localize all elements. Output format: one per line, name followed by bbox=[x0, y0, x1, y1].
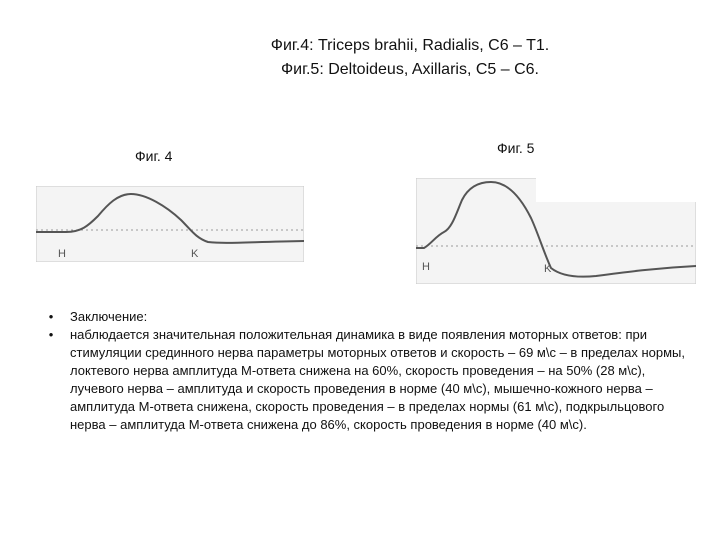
bullet-marker: • bbox=[48, 309, 54, 324]
conclusion-body-item bbox=[46, 326, 686, 434]
figure-4-marker-h: H bbox=[58, 248, 66, 260]
figure-5-trace bbox=[416, 178, 696, 284]
figure-4-trace bbox=[36, 186, 304, 262]
conclusion-heading-item bbox=[46, 308, 686, 326]
conclusion-body: наблюдается значительная положительная динамика в виде появления моторных ответов: при стимуляции срединного нерва параметры моторных ответов и скорость – 69 м\с – в пределах нормы, локтевого нерва амплитуда М-ответа снижена на 60%, скорость проведения – на 50% (28 м\с), лучевого нерва – амплитуда и скорость проведения в норме (40 м\с), мышечно-кожного нерва – амплитуда М-ответа снижена, скорость проведения – в пределах нормы (61 м\с), подкрыльцового нерва – амплитуда М-ответа снижена до 86%, скорость проведения в норме (40 м\с). bbox=[70, 327, 685, 432]
slide-title bbox=[170, 34, 650, 82]
figure-4-marker-k: K bbox=[191, 248, 199, 260]
figure-4-label: Фиг. 4 bbox=[135, 148, 173, 164]
figure-5-marker-h: H bbox=[422, 261, 430, 273]
figure-4-curve bbox=[36, 194, 304, 243]
figure-5-mask bbox=[536, 178, 696, 202]
figure-4-waveform bbox=[36, 186, 304, 262]
figure-5-waveform bbox=[416, 178, 696, 284]
bullet-marker: • bbox=[48, 327, 54, 342]
conclusion-list bbox=[46, 308, 686, 434]
title-line-2: Фиг.5: Deltoideus, Axillaris, C5 – C6. bbox=[281, 61, 539, 78]
conclusion-heading: Заключение: bbox=[70, 309, 148, 324]
figure-4-frame bbox=[36, 186, 304, 262]
figure-5-label: Фиг. 5 bbox=[497, 140, 535, 156]
figure-5-marker-k: K bbox=[544, 263, 552, 275]
title-line-1: Фиг.4: Triceps brahii, Radialis, C6 – T1. bbox=[270, 37, 550, 54]
